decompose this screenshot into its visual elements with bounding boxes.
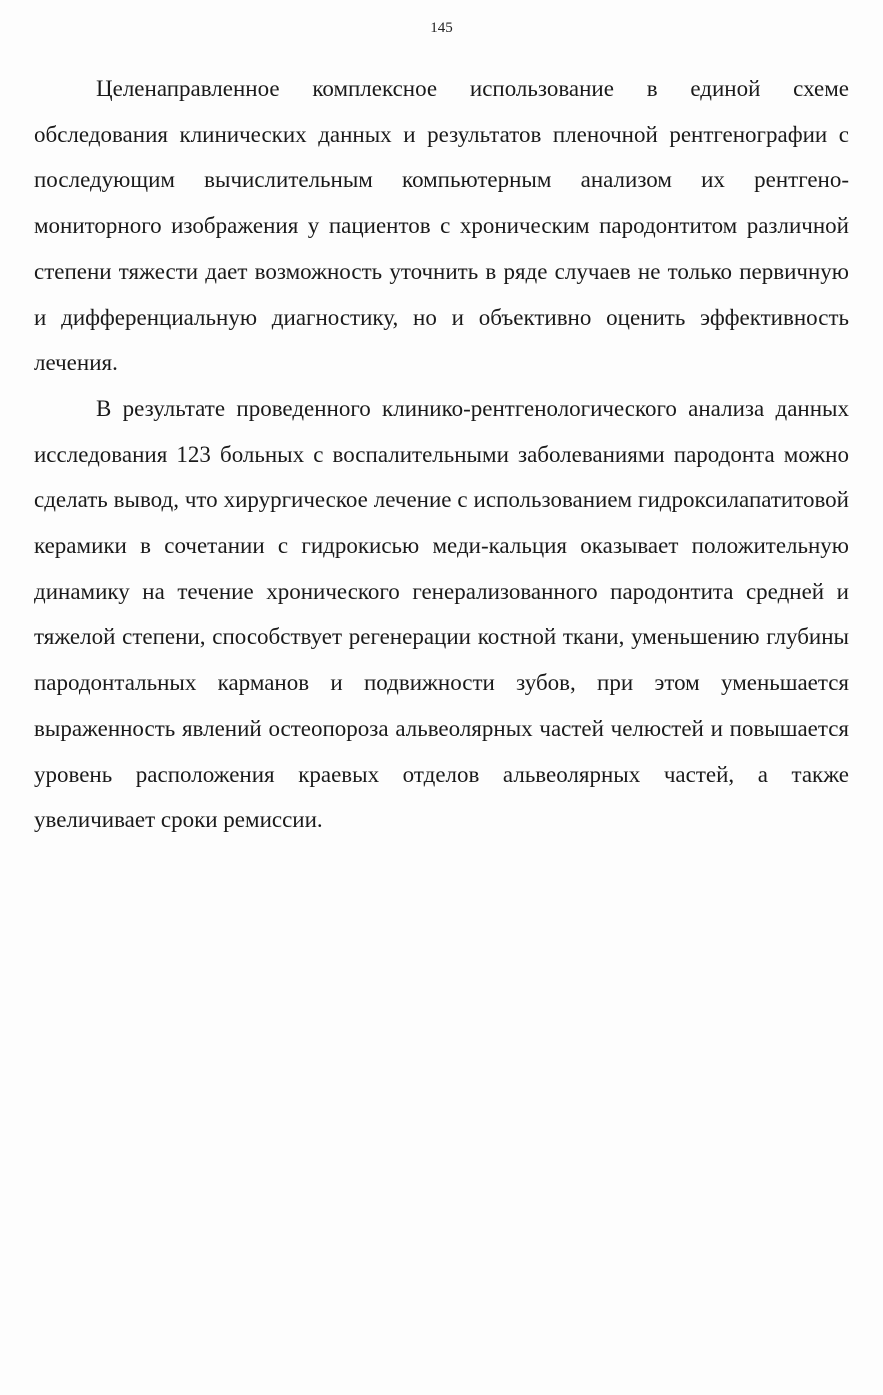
paragraph-2: В результате проведенного клинико-рентгенологического анализа данных исследования 123 больных с воспалительными заболеваниями пародонта можно сделать вывод, что хирургическое лечение с использованием гидроксилапатитовой керамики в сочетании с гидрокисью меди-кальция оказывает положительную динамику на течение хронического генерализованного пародонтита средней и тяжелой степени, способствует регенерации костной ткани, уменьшению глубины пародонтальных карманов и подвижности зубов, при этом уменьшается выраженность явлений остеопороза альвеолярных частей челюстей и повышается уровень расположения краевых отделов альвеолярных частей, а также увеличивает сроки ремиссии. (34, 395, 849, 833)
paragraph-1: Целенаправленное комплексное использование в единой схеме обследования клинических данных и результатов пленочной рентгенографии с последующим вычислительным компьютерным анализом их рентгено-мониторного изображения у пациентов с хроническим пародонтитом различной степени тяжести дает возможность уточнить в ряде случаев не только первичную и дифференциальную диагностику, но и объективно оценить эффективность лечения. (34, 76, 849, 376)
body-text (34, 66, 849, 843)
page-number: 145 (430, 20, 453, 36)
